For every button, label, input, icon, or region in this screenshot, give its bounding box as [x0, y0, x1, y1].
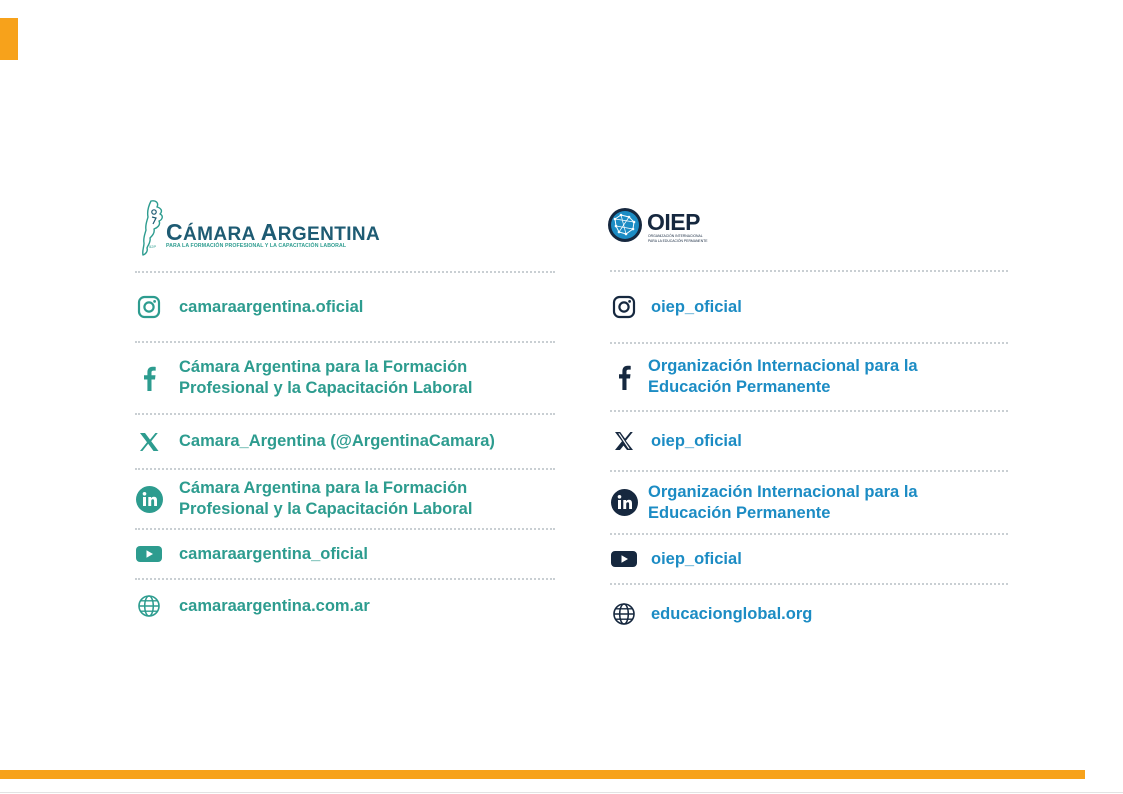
oiep-linkedin-row[interactable]	[610, 472, 1008, 533]
facebook-icon	[135, 364, 163, 392]
facebook-icon	[610, 363, 638, 391]
camara-facebook-page[interactable]: Cámara Argentina para la Formación Profesional y la Capacitación Laboral	[179, 358, 473, 397]
camara-x-row[interactable]	[135, 415, 555, 468]
oiep-instagram-row[interactable]	[610, 272, 1008, 342]
camara-website-row[interactable]	[135, 580, 555, 632]
oiep-facebook-page[interactable]: Organización Internacional para la Educación Permanente	[648, 357, 918, 396]
camara-argentina-column	[135, 195, 555, 632]
oiep-logo-subtitle-line2: PARA LA EDUCACIÓN PERMANENTE	[648, 239, 708, 243]
camara-logo-subtitle: PARA LA FORMACIÓN PROFESIONAL Y LA CAPACITACIÓN LABORAL	[166, 243, 347, 249]
corner-accent-tab	[0, 18, 18, 60]
bottom-accent-bar	[0, 770, 1085, 779]
oiep-instagram-handle[interactable]: oiep_oficial	[651, 297, 742, 316]
linkedin-icon	[135, 485, 163, 513]
oiep-website-row[interactable]	[610, 585, 1008, 643]
camara-x-handle[interactable]: Camara_Argentina (@ArgentinaCamara)	[179, 432, 495, 450]
camara-logo-title: CÁMARA ARGENTINA	[166, 219, 381, 245]
camara-website-link[interactable]: camaraargentina.com.ar	[179, 596, 370, 615]
x-twitter-icon	[610, 427, 638, 455]
bottom-divider-line	[0, 792, 1123, 793]
oiep-x-row[interactable]	[610, 412, 1008, 470]
oiep-facebook-row[interactable]	[610, 344, 1008, 410]
x-twitter-icon	[135, 428, 163, 456]
youtube-icon	[610, 545, 638, 573]
camara-argentina-logo	[135, 195, 555, 261]
oiep-globe-icon	[607, 207, 643, 243]
globe-icon	[610, 600, 638, 628]
camara-youtube-row[interactable]	[135, 530, 555, 578]
camara-linkedin-row[interactable]	[135, 470, 555, 528]
oiep-linkedin-page[interactable]: Organización Internacional para la Educación Permanente	[648, 482, 918, 522]
instagram-icon	[135, 293, 163, 321]
oiep-youtube-row[interactable]	[610, 535, 1008, 583]
camara-linkedin-page[interactable]: Cámara Argentina para la Formación Profesional y la Capacitación Laboral	[179, 479, 473, 518]
oiep-logo-title: OIEP	[647, 209, 700, 235]
camara-youtube-channel[interactable]: camaraargentina_oficial	[179, 544, 368, 563]
camara-tiny-mark: 52P	[149, 244, 157, 249]
oiep-logo-subtitle-line1: ORGANIZACIÓN INTERNACIONAL	[648, 234, 703, 238]
oiep-website-link[interactable]: educacionglobal.org	[651, 604, 813, 623]
instagram-icon	[610, 293, 638, 321]
camara-instagram-row[interactable]	[135, 273, 555, 341]
oiep-column	[610, 195, 1008, 643]
camara-instagram-handle[interactable]: camaraargentina.oficial	[179, 297, 364, 316]
oiep-x-handle[interactable]: oiep_oficial	[651, 431, 742, 450]
oiep-logo	[610, 195, 1008, 261]
camara-facebook-row[interactable]	[135, 343, 555, 413]
linkedin-icon	[610, 489, 638, 517]
globe-icon	[135, 592, 163, 620]
oiep-youtube-channel[interactable]: oiep_oficial	[651, 549, 742, 568]
youtube-icon	[135, 540, 163, 568]
